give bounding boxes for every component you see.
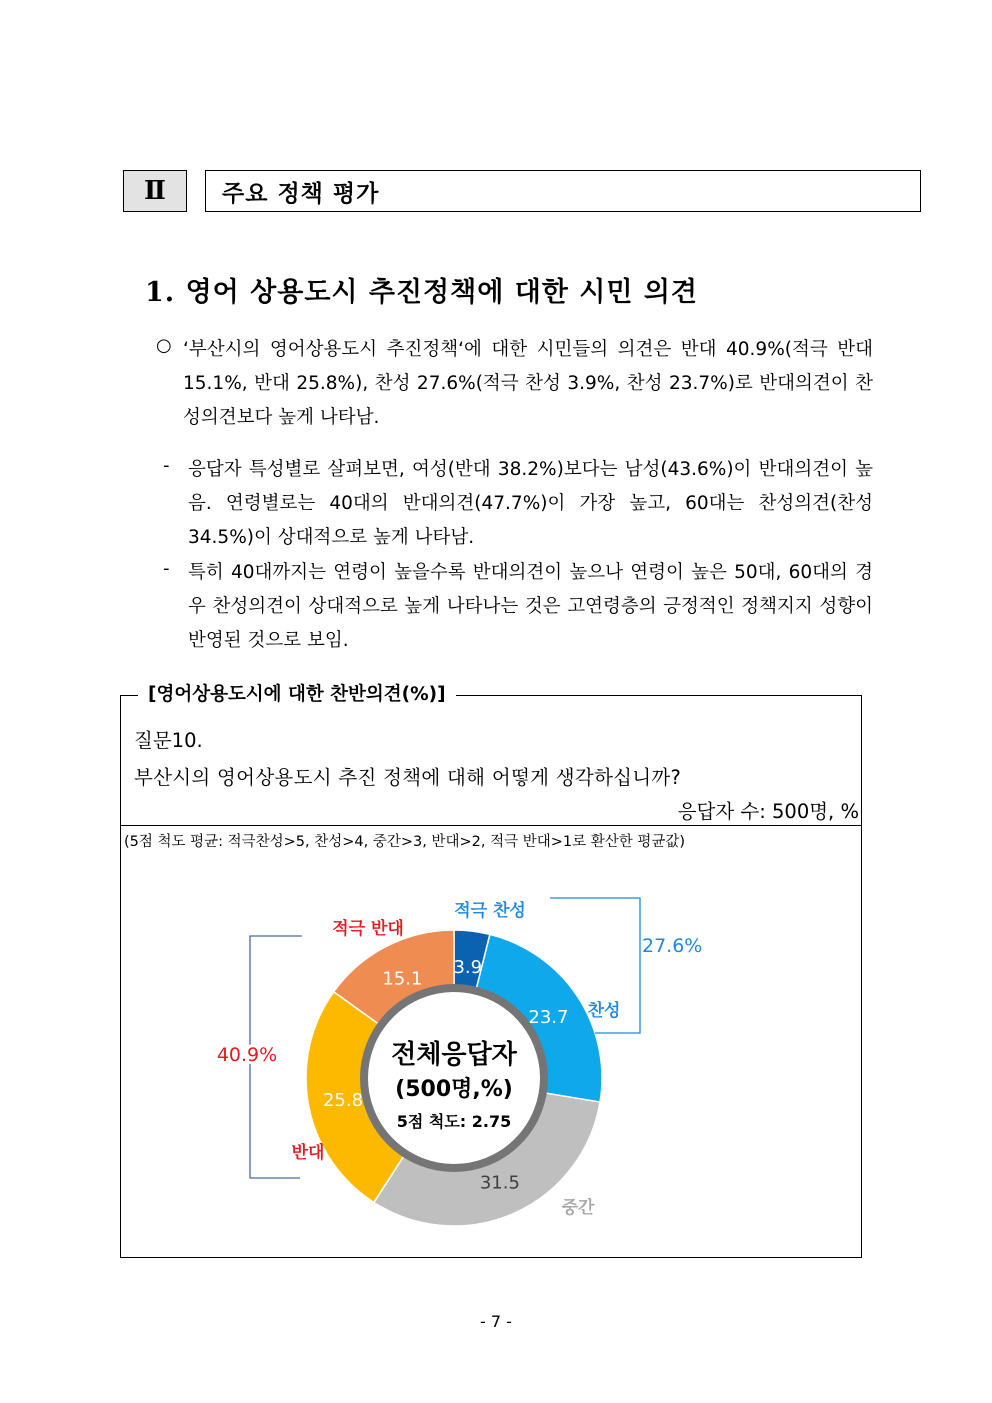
dash-bullet: - — [163, 558, 170, 579]
subsection-heading: 1. 영어 상용도시 추진정책에 대한 시민 의견 — [145, 277, 698, 308]
slice-category-label: 적극 찬성 — [454, 901, 526, 921]
scale-note: (5점 척도 평균: 적극찬성>5, 찬성>4, 중간>3, 반대>2, 적극 반대>1로 환산한 평균값) — [124, 834, 686, 850]
slice-category-label: 중간 — [561, 1198, 595, 1218]
slice-value-label: 25.8 — [322, 1090, 364, 1112]
sub-paragraph-1: 응답자 특성별로 살펴보면, 여성(반대 38.2%)보다는 남성(43.6%)이 반대의견이 높음. 연령별로는 40대의 반대의견(47.7%)이 가장 높고, 60대는 찬성의견(찬성 34.5%)이 상대적으로 높게 나타남. — [188, 459, 873, 548]
slice-value-label: 31.5 — [479, 1172, 520, 1194]
oppose-total-label: 40.9% — [216, 1044, 278, 1066]
dash-bullet: - — [163, 455, 170, 476]
page-number: - 7 - — [480, 1312, 512, 1331]
respondent-count: 응답자 수: 500명, % — [677, 800, 859, 823]
section-title: 주요 정책 평가 — [205, 170, 921, 212]
center-scale: 5점 척도: 2.75 — [396, 1112, 512, 1131]
figure-divider — [120, 825, 862, 826]
main-paragraph: ‘부산시의 영어상용도시 추진정책‘에 대한 시민들의 의견은 반대 40.9%(적극 반대 15.1%, 반대 25.8%), 찬성 27.6%(적극 찬성 3.9%, 찬성 23.7%)로 반대의견이 찬성의견보다 높게 나타남. — [183, 339, 873, 428]
circle-bullet: ○ — [156, 335, 172, 356]
question-number: 질문10. — [134, 729, 203, 752]
slice-value-label: 3.9 — [453, 956, 483, 978]
support-total-label: 27.6% — [642, 935, 703, 957]
slice-category-label: 적극 반대 — [332, 919, 404, 939]
slice-category-label: 찬성 — [587, 1001, 621, 1021]
slice-category-label: 반대 — [291, 1143, 325, 1163]
sub-paragraph-2: 특히 40대까지는 연령이 높을수록 반대의견이 높으나 연령이 높은 50대, 60대의 경우 찬성의견이 상대적으로 높게 나타나는 것은 고연령층의 긍정적인 정책지지 성향이 반영된 것으로 보임. — [188, 562, 873, 651]
section-number: Ⅱ — [123, 170, 187, 212]
slice-value-label: 15.1 — [382, 968, 423, 990]
center-subtitle: (500명,%) — [395, 1077, 513, 1102]
figure-title: [영어상용도시에 대한 찬반의견(%)] — [138, 680, 456, 710]
center-title: 전체응답자 — [391, 1040, 517, 1070]
question-text: 부산시의 영어상용도시 추진 정책에 대해 어떻게 생각하십니까? — [134, 766, 682, 789]
opinion-donut-chart — [120, 860, 860, 1255]
slice-value-label: 23.7 — [528, 1006, 569, 1028]
